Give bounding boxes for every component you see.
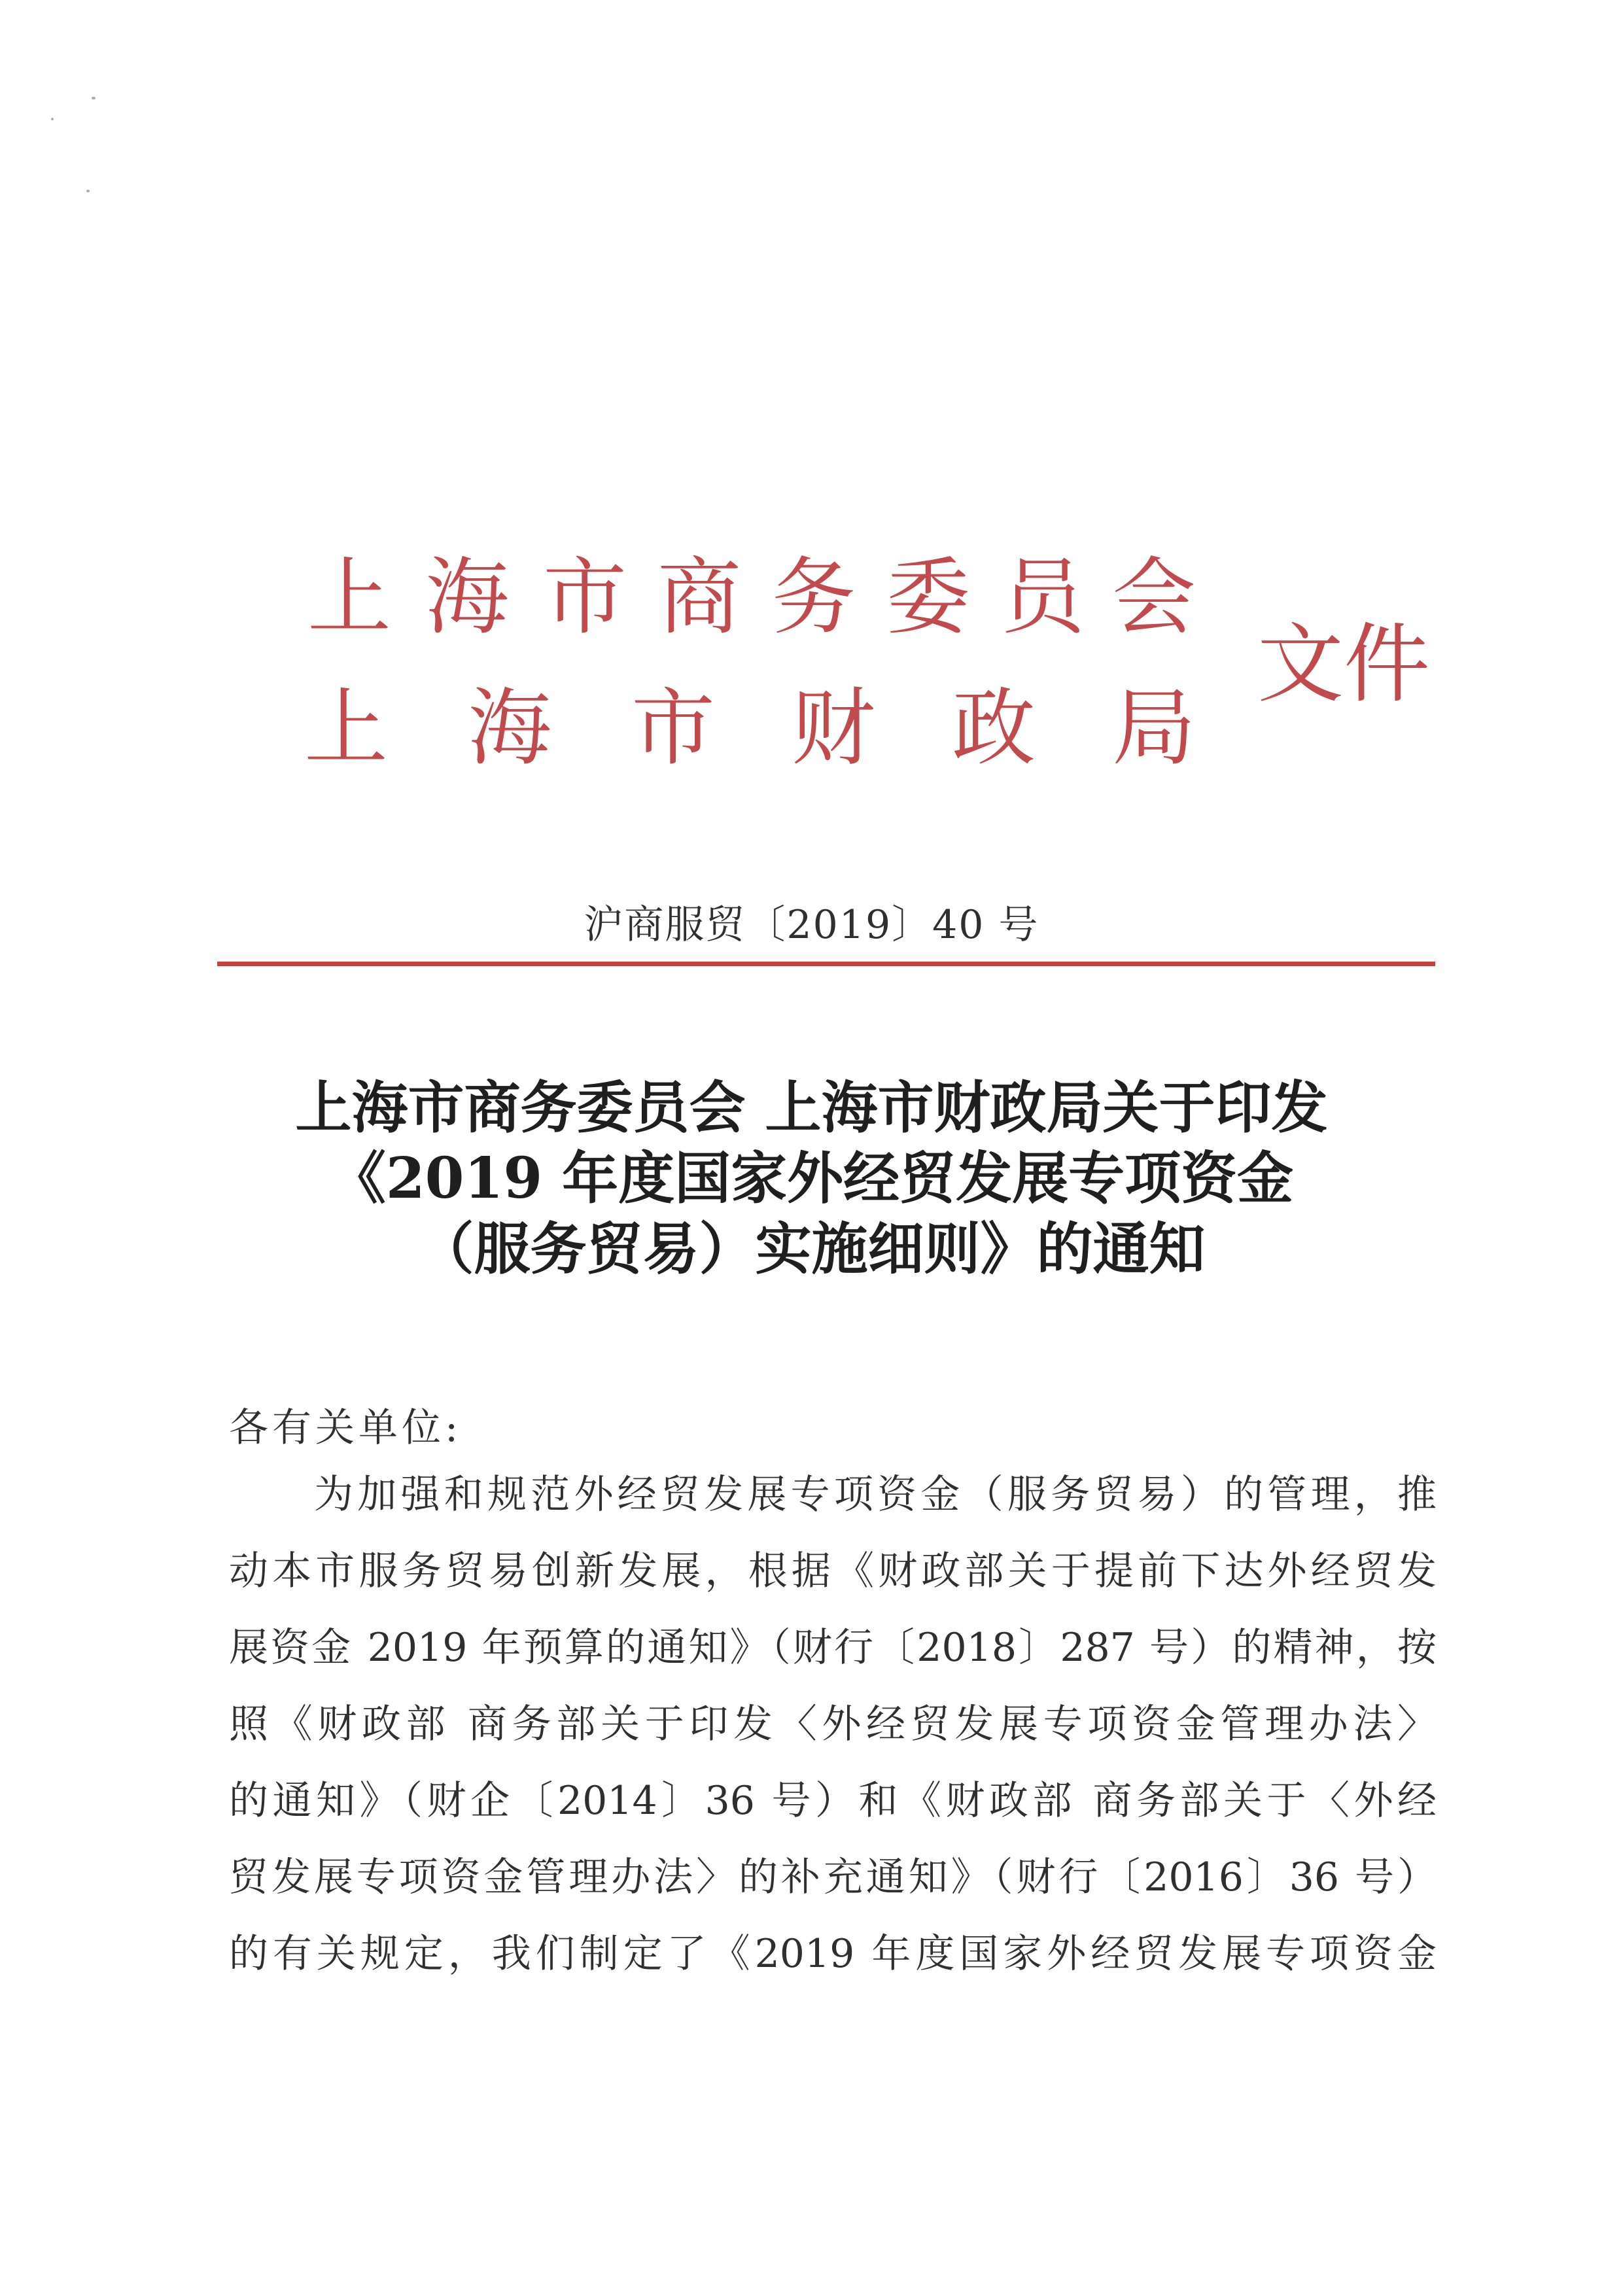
scan-speck — [86, 190, 90, 192]
issuer-char: 上 — [304, 680, 389, 777]
scan-speck — [51, 118, 54, 120]
issuer-char: 上 — [307, 549, 392, 646]
body-line: 的通知》（财企〔2014〕36 号）和《财政部 商务部关于〈外经 — [229, 1778, 1437, 1824]
issuer-char: 市 — [631, 680, 716, 777]
title-line: 《2019 年度国家外经贸发展专项资金 — [329, 1145, 1294, 1211]
issuer-char: 海 — [468, 680, 552, 777]
issuer-char: 会 — [1112, 549, 1196, 646]
issuer-char: 委 — [886, 549, 971, 646]
issuer-char: 海 — [425, 549, 510, 646]
body-line: 动本市服务贸易创新发展，根据《财政部关于提前下达外经贸发 — [229, 1548, 1437, 1594]
red-separator-rule — [217, 962, 1435, 966]
scan-speck — [92, 97, 96, 99]
issuer-char: 务 — [772, 549, 856, 646]
body-line: 为加强和规范外经贸发展专项资金（服务贸易）的管理，推 — [314, 1472, 1437, 1518]
document-number: 沪商服贸〔2019〕40 号 — [584, 902, 1039, 948]
body-line: 的有关规定，我们制定了《2019 年度国家外经贸发展专项资金 — [229, 1931, 1437, 1977]
issuer-char: 局 — [1112, 680, 1196, 777]
title-line: 上海市商务委员会 上海市财政局关于印发 — [295, 1075, 1328, 1141]
body-line: 贸发展专项资金管理办法〉的补充通知》（财行〔2016〕36 号） — [229, 1854, 1437, 1900]
issuer-char: 商 — [657, 549, 742, 646]
issuer-char: 市 — [543, 549, 627, 646]
issuer-suffix: 文件 — [1257, 614, 1430, 715]
title-line: （服务贸易）实施细则》的通知 — [417, 1216, 1206, 1282]
issuer-char: 政 — [952, 680, 1036, 777]
issuer-char: 员 — [1001, 549, 1085, 646]
body-line: 展资金 2019 年预算的通知》（财行〔2018〕287 号）的精神，按 — [229, 1625, 1437, 1671]
salutation: 各有关单位: — [229, 1405, 462, 1451]
document-title — [0, 1073, 1623, 1285]
issuer-char: 财 — [792, 680, 876, 777]
body-line: 照《财政部 商务部关于印发〈外经贸发展专项资金管理办法〉 — [229, 1701, 1437, 1747]
